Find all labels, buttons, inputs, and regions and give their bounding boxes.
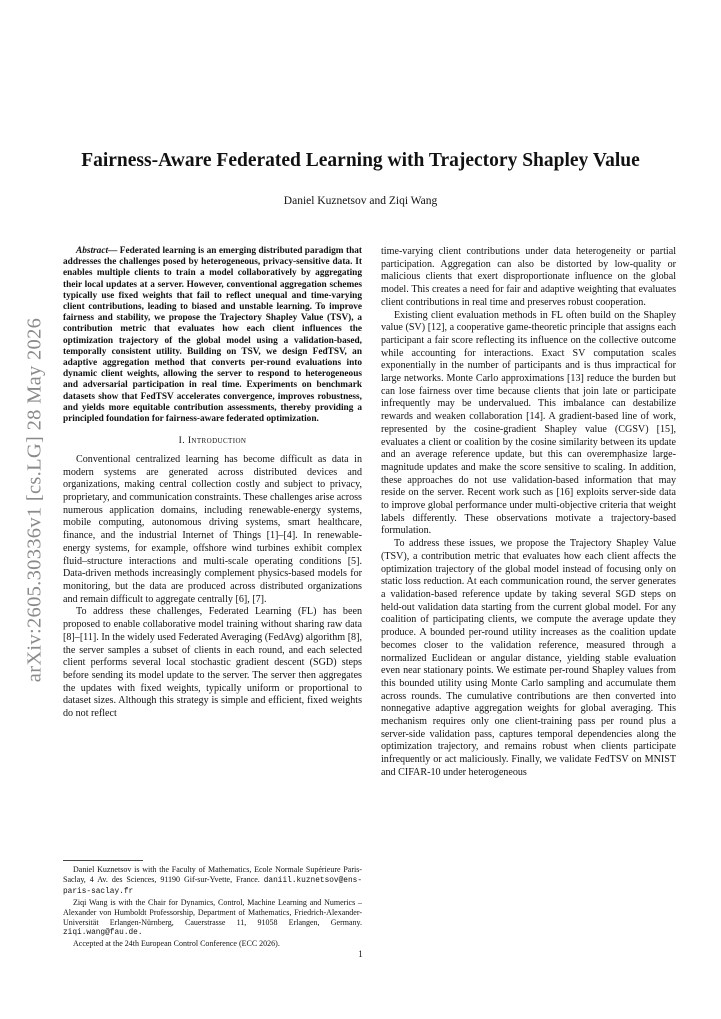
footnotes	[63, 860, 362, 949]
footnote-author-2-email[interactable]: ziqi.wang@fau.de.	[63, 929, 143, 938]
footnote-author-1-text: Daniel Kuznetsov is with the Faculty of Mathematics, Ecole Normale Supérieure Paris-Saclay, 4 Av. des Sciences, 91190 Gif-sur-Yvette, France.	[63, 865, 362, 884]
footnote-author-1	[63, 865, 362, 898]
paper-title: Fairness-Aware Federated Learning with Trajectory Shapley Value	[81, 150, 640, 171]
left-column	[63, 246, 362, 721]
arxiv-sidebar-stamp	[14, 290, 56, 710]
footnote-author-2	[63, 898, 362, 939]
abstract-text: — Federated learning is an emerging distributed paradigm that addresses the challenges posed by heterogeneous, privacy-sensitive data. It enables multiple clients to train a model collaboratively by aggregating their local updates at a server. However, conventional aggregation schemes typically use fixed weights that fail to reflect unequal and time-varying client contributions, leading to biased and unstable learning. To improve fairness and stability, we propose the Trajectory Shapley Value (TSV), a contribution metric that evaluates how each client influences the optimization trajectory of the global model using a validation-based, temporally consistent utility. Building on TSV, we design FedTSV, an adaptive aggregation method that converts per-round evaluations into dynamic client weights, allowing the server to respond to heterogeneous and adversarial participation in real time. Experiments on benchmark datasets show that FedTSV accelerates convergence, improves robustness, and yields more equitable contribution assessments, thereby providing a principled foundation for fairness-aware federated optimization.	[63, 246, 362, 425]
abstract-label: Abstract	[76, 246, 109, 256]
intro-paragraph-1: Conventional centralized learning has become difficult as data in modern systems are generated across distributed devices and organizations, making central collection costly and subject to privacy, proprietary, and communication constraints. These challenges arise across numerous application domains, including renewable-energy systems, mobile computing, autonomous driving systems, smart healthcare, finance, and the industrial Internet of Things [1]–[4]. In renewable-energy systems, for example, offshore wind turbines exhibit complex fluid–structure interactions and multi-scale operating conditions [5]. Data-driven methods increasingly complement physics-based models for monitoring, but the data are produced across distributed organizations and remain difficult to aggregate centrally [6], [7].	[63, 453, 362, 605]
right-paragraph-1: time-varying client contributions under data heterogeneity or partial participation. Aggregation can also be distorted by low-quality or malicious clients that exert disproportionate influence on the global model. This creates a need for fair and adaptive weighting that evaluates client contributions in real time and preserves robust cooperation.	[381, 246, 676, 308]
right-column	[381, 246, 676, 780]
section-heading-introduction: I. Introduction	[178, 435, 247, 447]
paper-authors: Daniel Kuznetsov and Ziqi Wang	[283, 195, 438, 207]
footnote-acceptance: Accepted at the 24th European Control Conference (ECC 2026).	[73, 938, 280, 948]
arxiv-identifier: arXiv:2605.30336v1 [cs.LG] 28 May 2026	[23, 317, 46, 683]
footnote-author-2-text: Ziqi Wang is with the Chair for Dynamics, Control, Machine Learning and Numerics – Alexander von Humboldt Professorship, Department of Mathematics, Friedrich-Alexander-Universität Erlangen-Nürnberg, Cauerstrasse 11, 91058 Erlangen, Germany.	[63, 898, 362, 927]
right-paragraph-3: To address these issues, we propose the Trajectory Shapley Value (TSV), a contribution metric that evaluates how each client affects the optimization trajectory of the global model instead of focusing only on static loss reduction. At each communication round, the server generates a validation-based reference update by taking several SGD steps on held-out validation data starting from the current global model. For any coalition of participating clients, we compute the average update they produce. A bounded per-round utility increases as the coalition update becomes closer to the validation reference, measured through a normalized Euclidean or angular distance, yielding stable evaluation even near stationary points. We estimate per-round Shapley values from this bounded utility using Monte Carlo sampling and accumulate them across rounds. The cumulative contributions are then converted into nonnegative adaptive aggregation weights for global averaging. This mechanism requires only one client-training pass per round plus a server-side validation pass, captures temporal dependencies along the optimization trajectory, and remains robust when clients participate infrequently or act maliciously. Finally, we validate FedTSV on MNIST and CIFAR-10 under heterogeneous	[381, 538, 676, 778]
intro-paragraph-2: To address these challenges, Federated Learning (FL) has been proposed to enable collaborative model training without sharing raw data [8]–[11]. In the widely used Federated Averaging (FedAvg) algorithm [8], the server samples a subset of clients in each round, and each selected client performs several local stochastic gradient descent (SGD) steps before sending its model update to the server. The server then aggregates the updates with fixed weights, typically uniform or proportional to dataset sizes. Although this strategy is simple and efficient, fixed weights do not reflect	[63, 606, 362, 720]
right-paragraph-2: Existing client evaluation methods in FL often build on the Shapley value (SV) [12], a cooperative game-theoretic principle that assigns each participant a fair score reflecting its influence on the collective outcome while accounting for interactions. Exact SV computation scales exponentially in the number of participants and is thus impractical for large networks. Monte Carlo approximations [13] reduce the burden but can lose fairness over time because clients that join late or participate infrequently may be undervalued. This imbalance can destabilize rewards and weaken collaboration [14]. A gradient-based line of work, represented by the cosine-gradient Shapley value (CGSV) [15], evaluates a client or coalition by the cosine similarity between its update and an average reference update, but this can overemphasize large-magnitude updates and make the score sensitive to scaling. In addition, these approaches do not use validation-based information that may reside on the server. Recent work such as [16] exploits server-side data to improve global performance under multi-objective criteria that weight labels differently. These observations motivate a trajectory-based formulation.	[381, 309, 676, 537]
page-number: 1	[358, 949, 363, 959]
abstract	[63, 246, 362, 425]
footnote-author-1-email[interactable]: daniil.kuznetsov@ens-paris-saclay.fr	[63, 876, 363, 897]
footnote-rule	[63, 860, 143, 861]
